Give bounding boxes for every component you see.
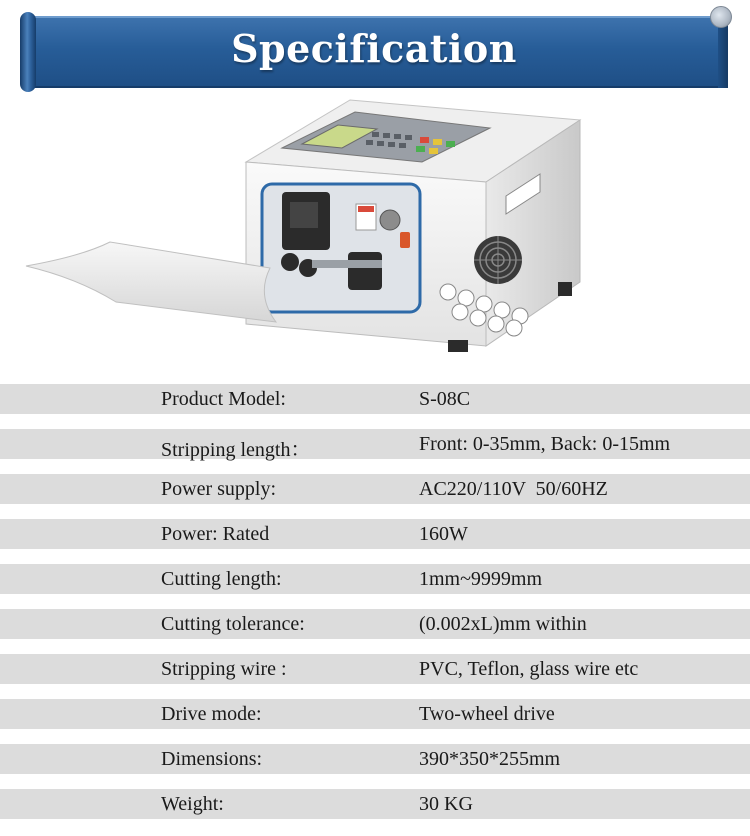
dial-knob [380,210,400,230]
spec-value-drive-mode: Two-wheel drive [419,703,555,725]
spec-row [0,740,750,785]
spec-row-stripe [0,789,750,819]
spec-value-dimensions: 390*350*255mm [419,748,561,770]
spec-row-stripe [0,384,750,414]
spec-value-power-rated: 160W [419,523,468,545]
spec-row-stripe [0,699,750,729]
spec-label-power-rated: Power: Rated [161,523,270,545]
fan-grille [474,236,522,284]
wire-tray [26,242,276,322]
spec-row [0,380,750,425]
machine-foot [558,282,572,296]
spec-label-cutting-length: Cutting length: [161,568,282,590]
product-image [20,92,600,360]
spec-row [0,425,750,470]
spec-row-stripe [0,609,750,639]
spec-row [0,605,750,650]
machine-foot [448,340,468,352]
spec-value-weight: 30 KG [419,793,473,815]
spec-label-power-supply: Power supply: [161,478,276,500]
specification-banner [20,12,728,92]
spec-row [0,785,750,830]
wire-stripping-machine-illustration [20,92,600,360]
spec-row-stripe [0,744,750,774]
spec-row-stripe [0,519,750,549]
spec-row [0,470,750,515]
page-title: Specification [231,26,517,71]
spec-label-stripping-length: Stripping length： [161,439,311,461]
spec-value-cutting-length: 1mm~9999mm [419,568,543,590]
spec-value-cutting-tolerance: (0.002xL)mm within [419,613,587,635]
spec-row [0,695,750,740]
spec-value-power-supply: AC220/110V 50/60HZ [419,478,608,500]
spec-value-stripping-wire: PVC, Teflon, glass wire etc [419,658,639,680]
spec-label-drive-mode: Drive mode: [161,703,262,725]
spec-label-stripping-wire: Stripping wire : [161,658,287,680]
blade-unit [348,252,382,290]
spec-row-stripe [0,564,750,594]
spec-row [0,560,750,605]
specification-table [0,380,750,830]
spec-label-product-model: Product Model: [161,388,286,410]
power-switch [400,232,410,248]
banner-scroll-right-curl [710,6,732,28]
spec-label-cutting-tolerance: Cutting tolerance: [161,613,305,635]
spec-label-dimensions: Dimensions: [161,748,263,770]
spec-row-stripe [0,474,750,504]
spec-value-product-model: S-08C [419,388,471,410]
spec-row [0,515,750,560]
spec-label-weight: Weight: [161,793,224,815]
spec-value-stripping-length: Front: 0-35mm, Back: 0-15mm [419,433,671,455]
spec-row [0,650,750,695]
